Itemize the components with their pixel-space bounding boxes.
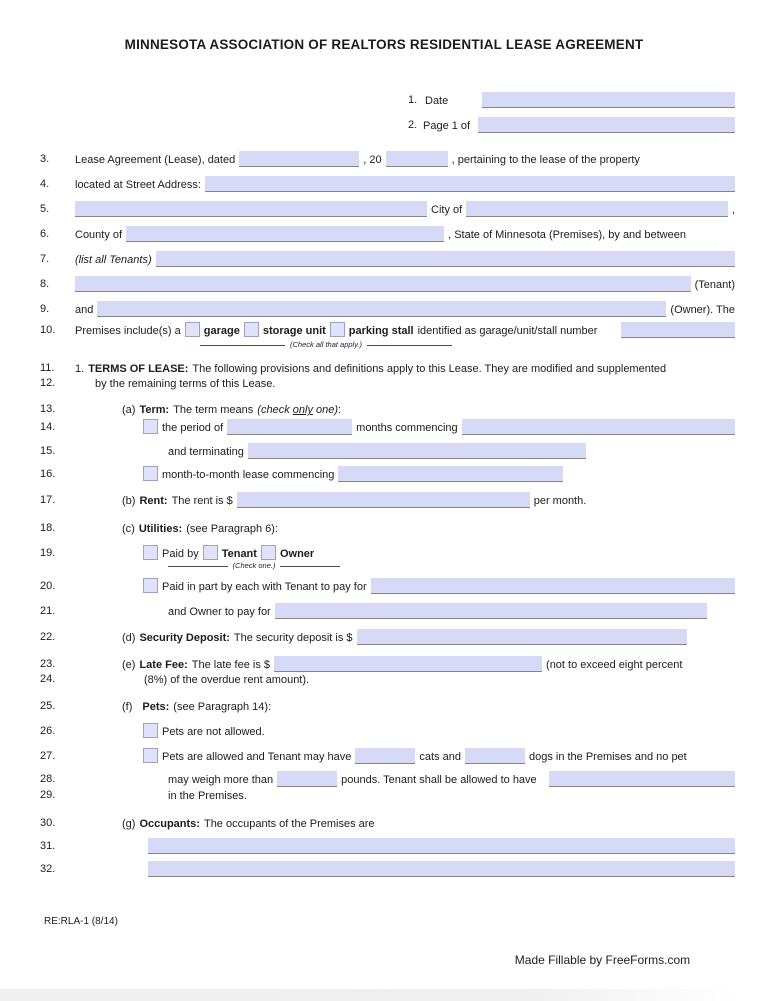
text: (see Paragraph 14): xyxy=(173,701,272,713)
form-line-8 xyxy=(40,276,735,292)
month-to-month-checkbox[interactable] xyxy=(143,466,158,481)
address-cont-field[interactable] xyxy=(75,201,427,217)
form-line-23 xyxy=(40,656,735,672)
line-number: 5. xyxy=(40,203,50,215)
form-line-20 xyxy=(40,578,735,594)
line-number: 23. xyxy=(40,658,56,670)
mtm-commencing-field[interactable] xyxy=(338,466,563,482)
form-line-12 xyxy=(40,375,735,391)
text: 1. xyxy=(75,363,85,375)
pets-dogs-field[interactable] xyxy=(465,748,525,764)
lease-date-field[interactable] xyxy=(239,151,359,167)
line-number: 18. xyxy=(40,522,56,534)
text: Premises include(s) a xyxy=(75,325,181,337)
text: (c) xyxy=(122,523,135,535)
text: (not to exceed eight percent xyxy=(546,659,683,671)
form-line-22 xyxy=(40,629,735,645)
form-line-10 xyxy=(40,322,735,338)
form-line-15 xyxy=(40,443,735,459)
line-number: 13. xyxy=(40,403,56,415)
form-line-13 xyxy=(40,401,735,417)
text: The late fee is $ xyxy=(191,659,271,671)
form-line-6 xyxy=(40,226,735,242)
form-line-26 xyxy=(40,723,735,739)
form-line-1 xyxy=(408,92,735,108)
page-edge-shadow xyxy=(0,989,768,1001)
pets-not-allowed-checkbox[interactable] xyxy=(143,723,158,738)
term-period-checkbox[interactable] xyxy=(143,419,158,434)
line-number: 25. xyxy=(40,700,56,712)
line-number: 10. xyxy=(40,324,56,336)
line-number: 11. xyxy=(40,362,55,374)
text: by the remaining terms of this Lease. xyxy=(95,378,276,390)
storage-unit-checkbox[interactable] xyxy=(244,322,259,337)
text: identified as garage/unit/stall number xyxy=(417,325,598,337)
owner-checkbox[interactable] xyxy=(261,545,276,560)
text: Rent: xyxy=(139,495,168,507)
text: (see Paragraph 6): xyxy=(186,523,278,535)
text: only xyxy=(292,404,313,416)
form-line-28 xyxy=(40,771,735,787)
line-number: 28. xyxy=(40,773,56,785)
text: (f) xyxy=(122,701,133,713)
line-number: 7. xyxy=(40,253,50,265)
late-fee-field[interactable] xyxy=(274,656,542,672)
form-line-3 xyxy=(40,151,735,167)
stall-number-field[interactable] xyxy=(621,322,735,338)
text: Late Fee: xyxy=(139,659,188,671)
form-line-9 xyxy=(40,301,735,317)
pets-allowed-checkbox[interactable] xyxy=(143,748,158,763)
text: Pets are allowed and Tenant may have xyxy=(162,751,352,763)
text: (g) xyxy=(122,818,136,830)
check-all-that-apply-label xyxy=(200,340,452,349)
line-number: 24. xyxy=(40,673,56,685)
owner-name-field[interactable] xyxy=(97,301,666,317)
text: Term: xyxy=(139,404,170,416)
made-fillable-credit: Made Fillable by FreeForms.com xyxy=(514,953,691,967)
form-line-4 xyxy=(40,176,735,192)
page-title: MINNESOTA ASSOCIATION OF REALTORS RESIDENTIAL LEASE AGREEMENT xyxy=(124,37,644,52)
text: Owner xyxy=(279,548,315,560)
form-line-7 xyxy=(40,251,735,267)
pets-cats-field[interactable] xyxy=(355,748,415,764)
form-line-32 xyxy=(40,861,735,877)
line-number: 29. xyxy=(40,789,56,801)
utilities-paid-by-checkbox[interactable] xyxy=(143,545,158,560)
text: (Owner). The xyxy=(670,304,735,316)
form-line-30 xyxy=(40,815,735,831)
pet-weight-field[interactable] xyxy=(277,771,337,787)
text: , pertaining to the lease of the property xyxy=(451,154,640,166)
line-number: 21. xyxy=(40,605,56,617)
text: (Tenant) xyxy=(694,279,735,291)
text: , xyxy=(731,204,735,216)
line-number: 27. xyxy=(40,750,56,762)
form-line-29 xyxy=(40,787,735,803)
line-number: 20. xyxy=(40,580,56,592)
paid-in-part-checkbox[interactable] xyxy=(143,578,158,593)
text: (b) xyxy=(122,495,136,507)
text: County of xyxy=(75,229,123,241)
line-number: 12. xyxy=(40,377,56,389)
text: The term means xyxy=(173,404,254,416)
form-line-14 xyxy=(40,419,735,435)
line-number: 17. xyxy=(40,494,56,506)
line-number: 2. xyxy=(408,119,418,131)
date-field[interactable] xyxy=(482,92,735,108)
form-line-24 xyxy=(40,671,735,687)
term-terminating-field[interactable] xyxy=(248,443,586,459)
line-number: 14. xyxy=(40,421,56,433)
text: (list all Tenants) xyxy=(75,254,152,266)
pets-other-field[interactable] xyxy=(549,771,735,787)
text: storage unit xyxy=(262,325,326,337)
dash-line xyxy=(367,345,452,346)
text: month-to-month lease commencing xyxy=(162,469,335,481)
text: Lease Agreement (Lease), dated xyxy=(75,154,236,166)
text: months commencing xyxy=(356,422,458,434)
form-line-2 xyxy=(408,117,735,133)
line-number: 9. xyxy=(40,303,50,315)
text: may weigh more than xyxy=(168,774,274,786)
line-number: 30. xyxy=(40,817,56,829)
page-total-field[interactable] xyxy=(478,117,735,133)
tenant-utilities-field[interactable] xyxy=(371,578,735,594)
text xyxy=(257,404,341,417)
check-one-label-text: (Check one.) xyxy=(232,561,276,570)
form-line-5 xyxy=(40,201,735,217)
line-number: 8. xyxy=(40,278,50,290)
text: one) xyxy=(312,404,339,416)
text: Page 1 of xyxy=(423,120,471,132)
garage-checkbox[interactable] xyxy=(185,322,200,337)
form-line-18 xyxy=(40,520,735,536)
text: : xyxy=(338,404,342,416)
check-one-label xyxy=(168,561,340,570)
text: Pets: xyxy=(142,701,170,713)
city-field[interactable] xyxy=(466,201,728,217)
form-line-21 xyxy=(40,603,735,619)
text: cats and xyxy=(419,751,461,763)
text: per month. xyxy=(533,495,587,507)
text: Pets are not allowed. xyxy=(162,726,265,738)
text: garage xyxy=(203,325,240,337)
tenant-name-field[interactable] xyxy=(75,276,691,292)
text: City of xyxy=(431,204,463,216)
line-number: 22. xyxy=(40,631,56,643)
check-all-label-text: (Check all that apply.) xyxy=(290,340,362,349)
occupants-field-2[interactable] xyxy=(148,861,735,877)
form-line-17 xyxy=(40,492,735,508)
text: and Owner to pay for xyxy=(168,606,271,618)
text: (check xyxy=(257,404,293,416)
line-number: 26. xyxy=(40,725,56,737)
text: Security Deposit: xyxy=(139,632,230,644)
tenant-checkbox[interactable] xyxy=(203,545,218,560)
text: (a) xyxy=(122,404,136,416)
rent-amount-field[interactable] xyxy=(237,492,530,508)
line-number: 31. xyxy=(40,840,56,852)
text: (e) xyxy=(122,659,136,671)
dash-line xyxy=(168,566,228,567)
text: The security deposit is $ xyxy=(233,632,353,644)
line-number: 19. xyxy=(40,547,56,559)
text: and xyxy=(75,304,94,316)
form-line-27 xyxy=(40,748,735,764)
line-number: 4. xyxy=(40,178,50,190)
form-line-11 xyxy=(40,360,735,376)
text: The occupants of the Premises are xyxy=(203,818,375,830)
text: The following provisions and definitions apply to this Lease. They are modified and supplemented xyxy=(192,363,667,375)
text: dogs in the Premises and no pet xyxy=(528,751,687,763)
security-deposit-field[interactable] xyxy=(357,629,687,645)
form-line-25 xyxy=(40,698,735,714)
text: Tenant xyxy=(221,548,257,560)
form-line-31 xyxy=(40,838,735,854)
text: TERMS OF LEASE: xyxy=(88,363,189,375)
street-address-field[interactable] xyxy=(205,176,735,192)
text: in the Premises. xyxy=(168,790,247,802)
text: Paid in part by each with Tenant to pay for xyxy=(162,581,367,593)
text: (8%) of the overdue rent amount). xyxy=(144,674,310,686)
line-number: 1. xyxy=(408,94,418,106)
text: Occupants: xyxy=(139,818,200,830)
text: Paid by xyxy=(162,548,199,560)
form-line-16 xyxy=(40,466,735,482)
lease-year-field[interactable] xyxy=(386,151,448,167)
text: Utilities: xyxy=(138,523,183,535)
term-months-field[interactable] xyxy=(227,419,352,435)
dash-line xyxy=(280,566,340,567)
term-commencing-field[interactable] xyxy=(462,419,735,435)
text: the period of xyxy=(162,422,224,434)
line-number: 16. xyxy=(40,468,56,480)
text: The rent is $ xyxy=(171,495,233,507)
owner-utilities-field[interactable] xyxy=(275,603,707,619)
text: located at Street Address: xyxy=(75,179,201,191)
form-line-19 xyxy=(40,545,735,561)
line-number: 6. xyxy=(40,228,50,240)
text: (d) xyxy=(122,632,136,644)
text: Date xyxy=(425,95,449,107)
tenants-field[interactable] xyxy=(156,251,735,267)
parking-stall-checkbox[interactable] xyxy=(330,322,345,337)
text: , 20 xyxy=(363,154,382,166)
dash-line xyxy=(200,345,285,346)
line-number: 32. xyxy=(40,863,56,875)
text: and terminating xyxy=(168,446,244,458)
occupants-field-1[interactable] xyxy=(148,838,735,854)
line-number: 3. xyxy=(40,153,50,165)
text: parking stall xyxy=(348,325,414,337)
form-number: RE:RLA-1 (8/14) xyxy=(44,916,118,927)
county-field[interactable] xyxy=(126,226,444,242)
line-number: 15. xyxy=(40,445,56,457)
text: , State of Minnesota (Premises), by and between xyxy=(448,229,686,241)
text: pounds. Tenant shall be allowed to have xyxy=(341,774,537,786)
